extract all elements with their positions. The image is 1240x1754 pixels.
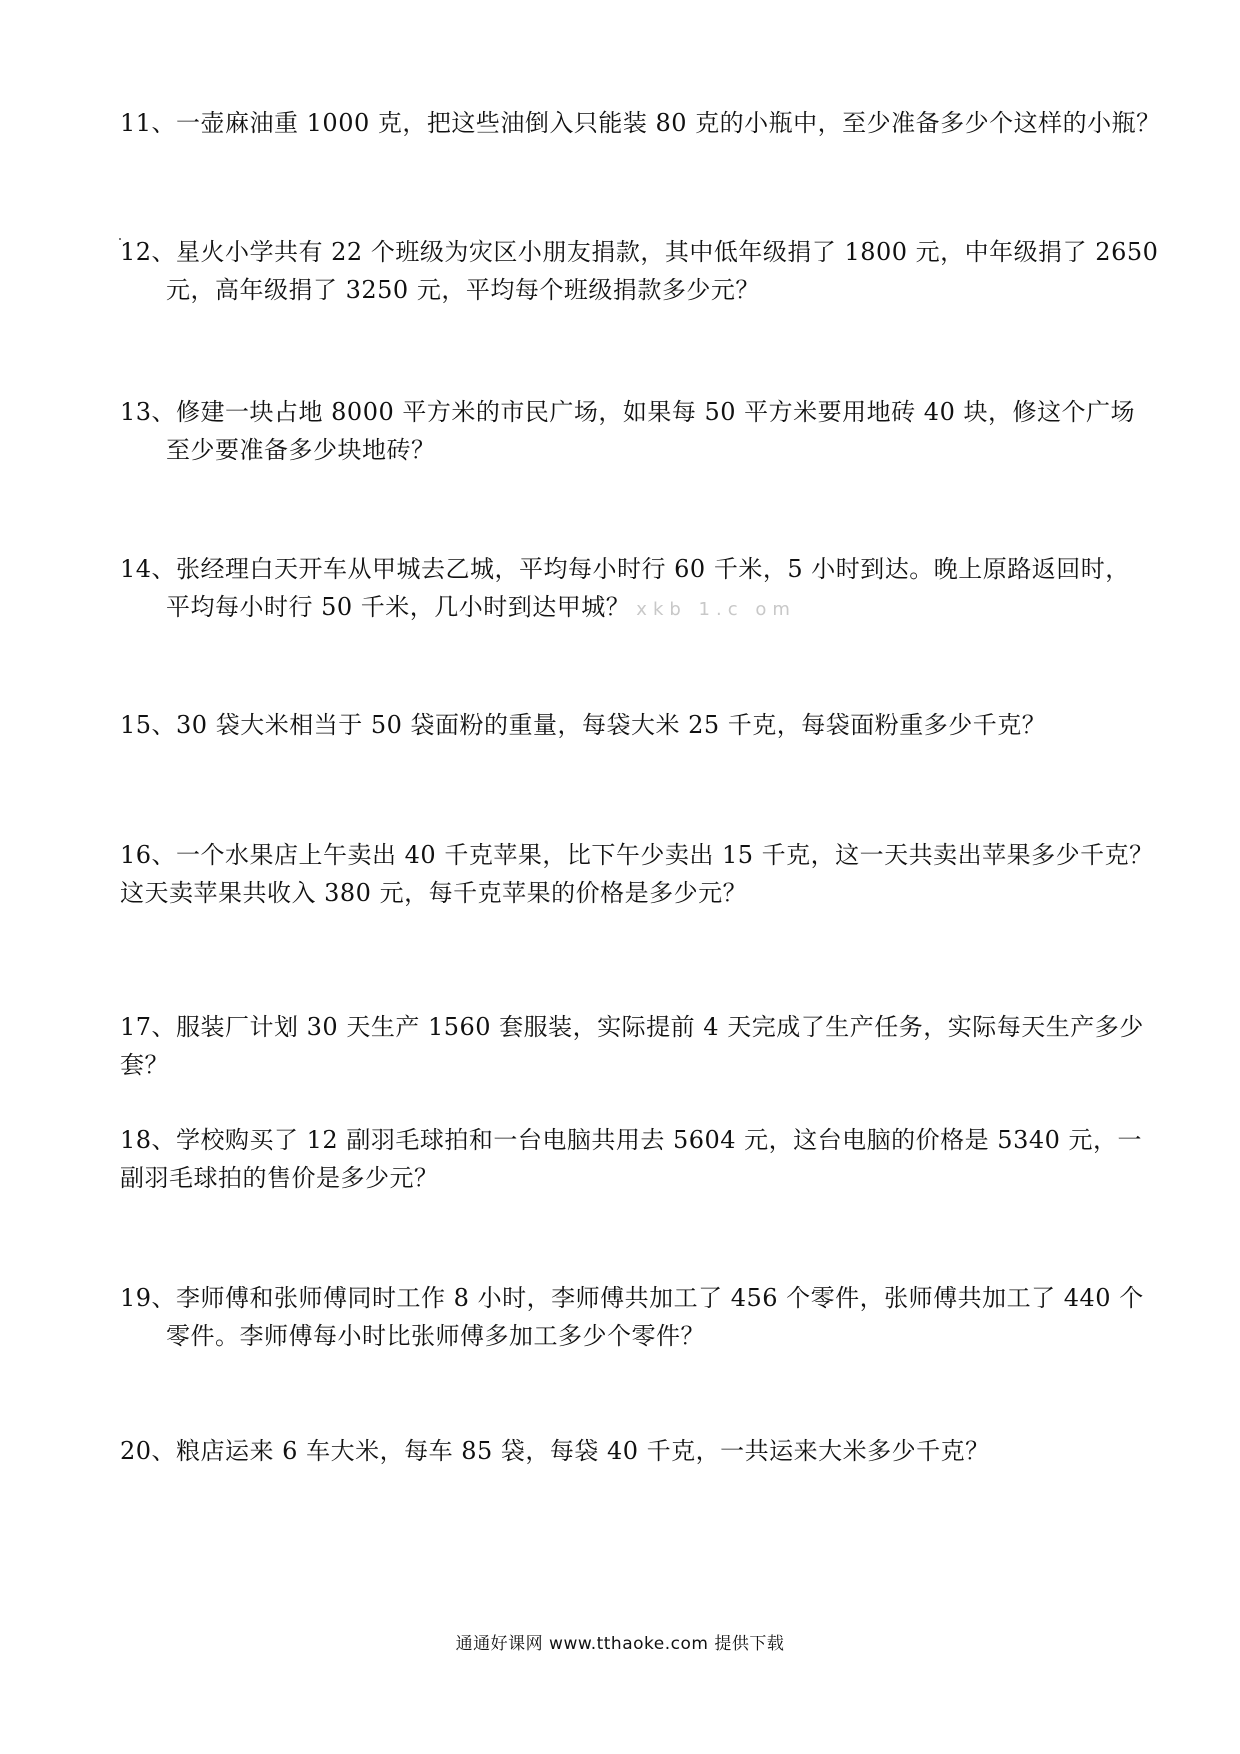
- problem-text-line: 19、李师傅和张师傅同时工作 8 小时，李师傅共加工了 456 个零件，张师傅共加工了 440 个: [120, 1284, 1144, 1312]
- problem-text-line: 至少要准备多少块地砖？: [166, 436, 436, 464]
- problem-text: 平均每小时行 50 千米，几小时到达甲城？: [166, 593, 631, 621]
- problem-text-line: 16、一个水果店上午卖出 40 千克苹果，比下午少卖出 15 千克，这一天共卖出苹果多少千克？: [120, 841, 1154, 869]
- problem-text-line: 17、服装厂计划 30 天生产 1560 套服装，实际提前 4 天完成了生产任务，实际每天生产多少: [120, 1013, 1144, 1041]
- problem-18: [120, 1121, 1143, 1197]
- footer-source: 通通好课网 www.tthaoke.com 提供下载: [455, 1634, 785, 1654]
- problem-19: [120, 1279, 1144, 1355]
- problem-text-line: 14、张经理白天开车从甲城去乙城，平均每小时行 60 千米，5 小时到达。晚上原路返回时，: [120, 555, 1130, 583]
- problem-15: [120, 706, 1130, 744]
- problem-11: [120, 104, 1161, 142]
- problem-text-line: [120, 588, 1130, 629]
- problem-16: [120, 836, 1154, 912]
- problem-text-line: 12、星火小学共有 22 个班级为灾区小朋友捐款，其中低年级捐了 1800 元，中年级捐了 2650: [120, 238, 1159, 266]
- watermark-text: xkb 1.c om: [636, 599, 796, 620]
- problem-14: [120, 550, 1130, 629]
- problem-text-line: 15、30 袋大米相当于 50 袋面粉的重量，每袋大米 25 千克，每袋面粉重多少千克？: [120, 711, 1047, 739]
- problem-text-line: 零件。李师傅每小时比张师傅多加工多少个零件？: [166, 1322, 705, 1350]
- problem-text-line: 这天卖苹果共收入 380 元，每千克苹果的价格是多少元？: [120, 879, 748, 907]
- problem-text-line: 副羽毛球拍的售价是多少元？: [120, 1164, 439, 1192]
- problem-20: [120, 1432, 1130, 1470]
- problem-text-line: 18、学校购买了 12 副羽毛球拍和一台电脑共用去 5604 元，这台电脑的价格是 5340 元，一: [120, 1126, 1143, 1154]
- problem-text-line: 套？: [120, 1051, 169, 1079]
- problem-text-line: 13、修建一块占地 8000 平方米的市民广场，如果每 50 平方米要用地砖 40 块，修这个广场: [120, 398, 1135, 426]
- problem-12: [120, 233, 1159, 309]
- problem-17: [120, 1008, 1144, 1084]
- problem-13: [120, 393, 1135, 469]
- problem-text-line: 20、粮店运来 6 车大米，每车 85 袋，每袋 40 千克，一共运来大米多少千克？: [120, 1437, 990, 1465]
- problem-text-line: 11、一壶麻油重 1000 克，把这些油倒入只能装 80 克的小瓶中，至少准备多少个这样的小瓶？: [120, 109, 1161, 137]
- problem-text-line: 元，高年级捐了 3250 元，平均每个班级捐款多少元？: [166, 276, 760, 304]
